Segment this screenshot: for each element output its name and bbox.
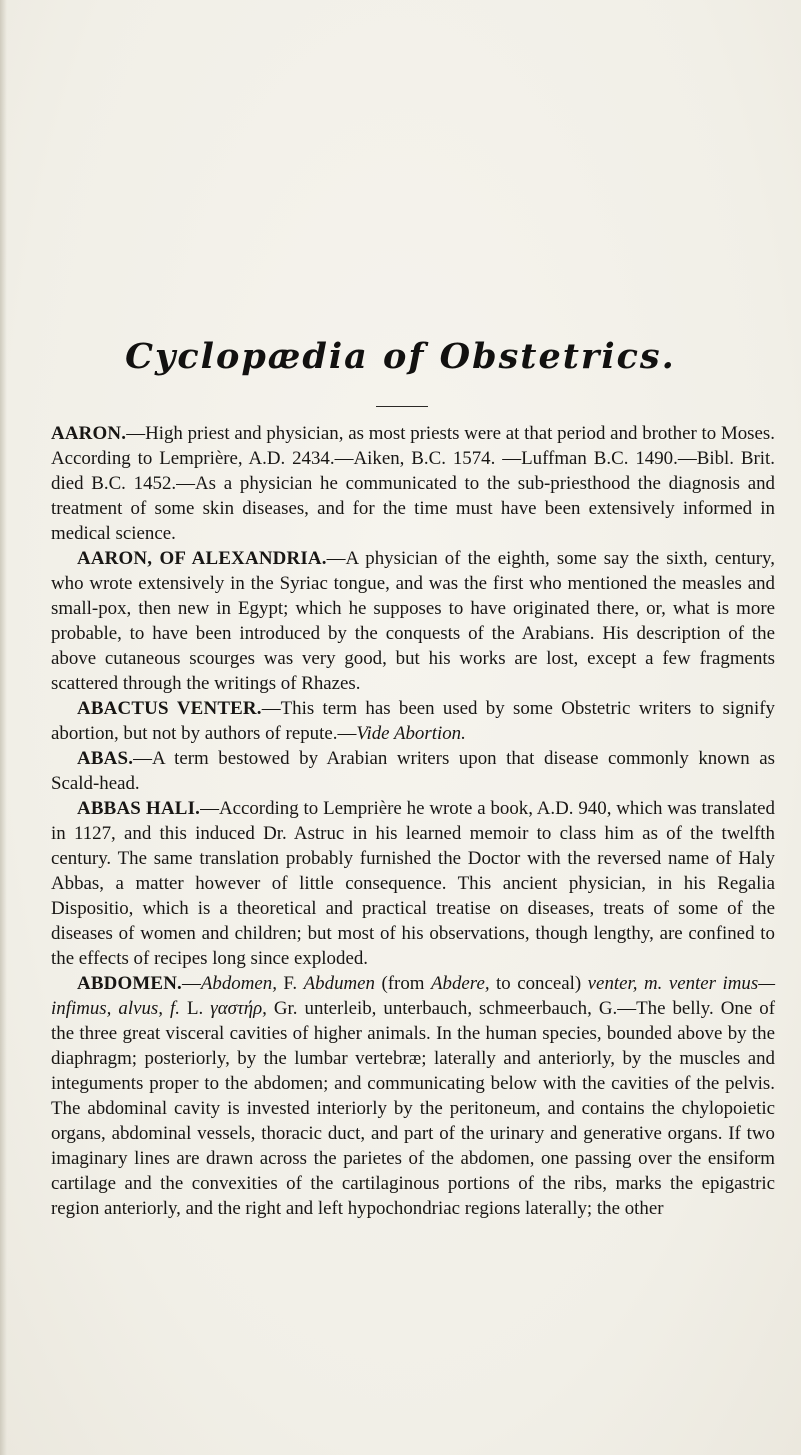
entry-term: AARON, OF ALEXANDRIA. — [77, 548, 327, 569]
page-title: Cyclopædia of Obstetrics. — [125, 336, 676, 377]
entry-term: ABAS. — [77, 748, 134, 769]
entry-term: ABACTUS VENTER. — [77, 698, 262, 719]
entry-term: ABDOMEN. — [77, 973, 182, 994]
entry-body-segment: Abdumen — [303, 973, 375, 994]
entry-body-segment: (from — [375, 973, 431, 994]
entry-body: —A physician of the eighth, some say the sixth, century, who wrote extensively in the Syriac tongue, and was the first who mentioned the measles and small-pox, then new in Egypt; which he supposes to have originated there, or, what is more probable, to have been introduced by the conquests of the Arabians. His description of the above cutaneous scourges was very good, but his works are lost, except a few fragments scattered through the writings of Rhazes. — [51, 548, 775, 694]
page-edge-shadow — [0, 0, 7, 1455]
entry-term: ABBAS HALI. — [77, 798, 201, 819]
title-rule — [376, 406, 428, 407]
entry-body: —According to Lemprière he wrote a book, A.D. 940, which was translated in 1127, and this induced Dr. Astruc in his learned memoir to class him as of the twelfth century. The same translation probably furnished the Doctor with the reversed name of Haly Abbas, a matter however of little consequence. This ancient physician, in his Regalia Dispositio, which is a theoretical and practical treatise on diseases, treats of some of the diseases of women and children; but most of his observations, though lengthy, are confined to the effects of recipes long since exploded. — [51, 798, 775, 969]
entry-body-segment: Gr. unterleib, unterbauch, schmeerbauch, G.—The belly. One of the three great visceral cavities of higher animals. In the human species, bounded above by the diaphragm; posteriorly, by the lumbar vertebræ; laterally and anteriorly, by the muscles and integuments proper to the abdomen; and communicating below with the cavities of the pelvis. The abdominal cavity is invested interiorly by the peritoneum, and contains the chylopoietic organs, abdominal vessels, thoracic duct, and part of the urinary and generative organs. If two imaginary lines are drawn across the parietes of the abdomen, one passing over the ensiform cartilage and the convexities of the cartilaginous portions of the ribs, marks the epigastric region anteriorly, and the right and left hypochondriac regions laterally; the other — [51, 998, 775, 1219]
entry-body-segment: F. — [276, 973, 304, 994]
entry-body: —High priest and physician, as most priests were at that period and brother to Moses. According to Lemprière, A.D. 2434.—Aiken, B.C. 1574. —Luffman B.C. 1490.—Bibl. Brit. died B.C. 1452.—As a physician he communicated to the sub-priesthood the diagnosis and treatment of some skin diseases, and for the time must have been extensively informed in medical science. — [51, 423, 775, 544]
entry-abas — [51, 746, 775, 796]
entry-body-segment: Abdomen, — [200, 973, 277, 994]
entry-abactus-venter — [51, 696, 775, 746]
entry-abdomen — [51, 971, 775, 1221]
entry-aaron — [51, 421, 775, 546]
entry-body: —A term bestowed by Arabian writers upon that disease commonly known as Scald-head. — [51, 748, 775, 794]
entry-body-segment: venter, m. venter imus—infimus, alvus, f. — [51, 973, 775, 1019]
entry-body-segment: Abdere, — [430, 973, 490, 994]
entry-term: AARON. — [51, 423, 127, 444]
entry-body-segment: γαστήρ, — [210, 998, 267, 1019]
entry-aaron-of-alexandria — [51, 546, 775, 696]
entry-body-segment: to conceal) — [489, 973, 588, 994]
cross-reference: Vide Abortion. — [356, 723, 466, 744]
entry-body: —This term has been used by some Obstetric writers to signify abortion, but not by authors of repute.— — [51, 698, 775, 744]
entry-abbas-hali — [51, 796, 775, 971]
entry-body-segment: — — [181, 973, 201, 994]
entry-body-segment: L. — [179, 998, 211, 1019]
encyclopedia-text — [51, 421, 775, 1221]
